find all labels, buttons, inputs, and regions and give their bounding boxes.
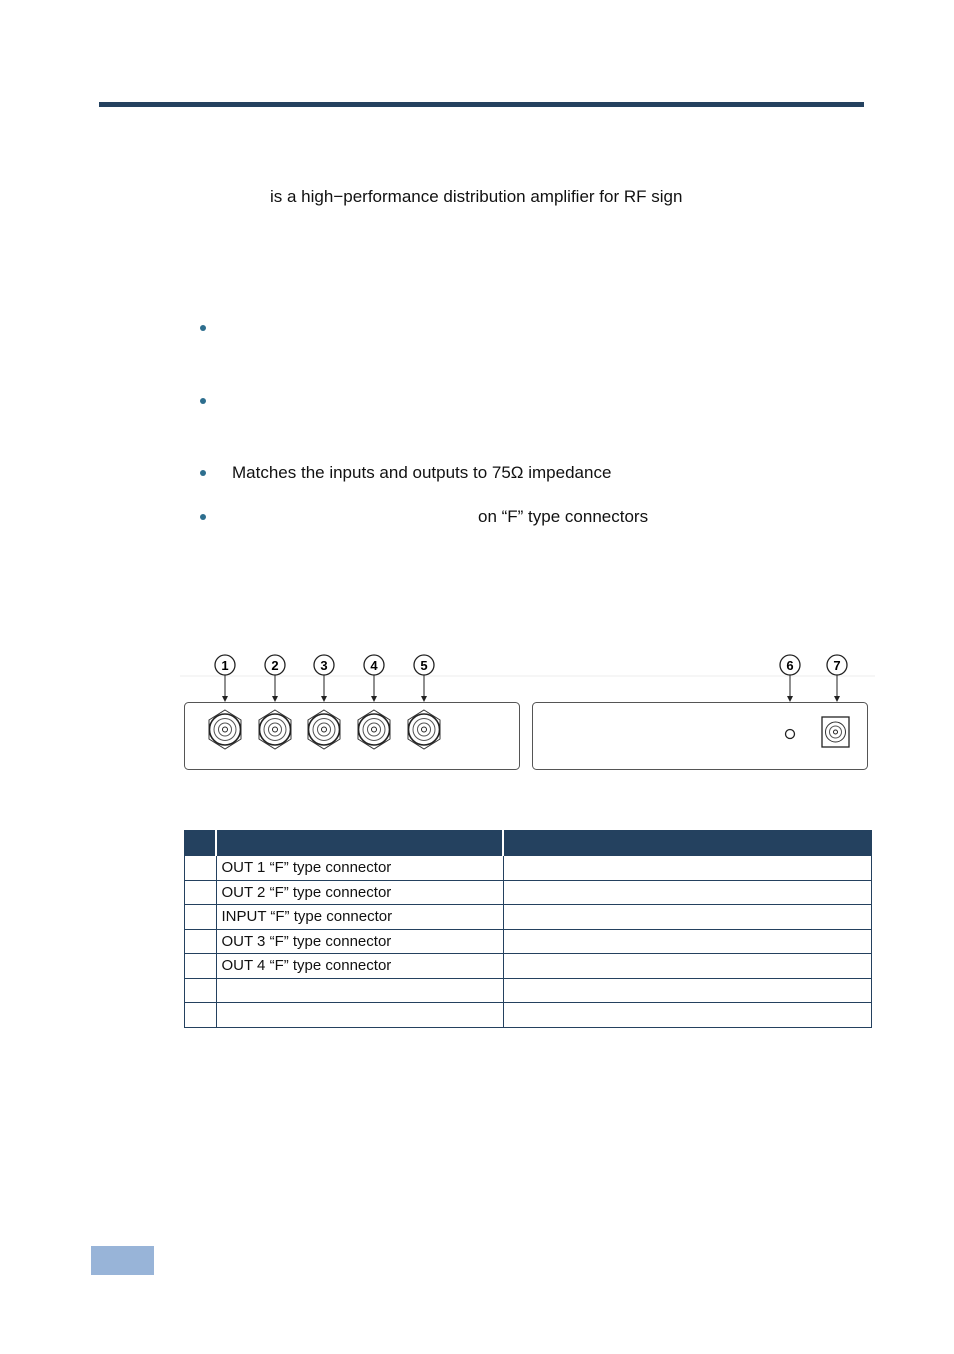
table-cell-num	[185, 954, 217, 979]
table-cell-function	[503, 954, 872, 979]
power-connector-icon	[822, 717, 849, 747]
table-cell-feature: OUT 3 “F” type connector	[216, 929, 503, 954]
table-cell-feature: OUT 1 “F” type connector	[216, 856, 503, 881]
table-cell-function	[503, 905, 872, 930]
callout-3	[314, 655, 334, 702]
bullet-item-4: on “F” type connectors	[478, 507, 649, 526]
callout-label-4: 4	[370, 658, 378, 673]
led-indicator-icon	[786, 730, 795, 739]
bullet-dot-icon	[200, 325, 206, 331]
callout-label-6: 6	[786, 658, 794, 673]
callout-label-5: 5	[420, 658, 428, 673]
table-row	[185, 929, 872, 954]
table-header-function	[503, 831, 872, 856]
table-cell-function	[503, 880, 872, 905]
table-cell-feature: OUT 2 “F” type connector	[216, 880, 503, 905]
table-cell-feature: OUT 4 “F” type connector	[216, 954, 503, 979]
callout-7	[827, 655, 847, 702]
table-cell-feature: INPUT “F” type connector	[216, 905, 503, 930]
table-cell-num	[185, 856, 217, 881]
table-cell-function	[503, 856, 872, 881]
table-row	[185, 978, 872, 1003]
table-cell-function	[503, 929, 872, 954]
callout-label-7: 7	[833, 658, 841, 673]
table-cell-num	[185, 978, 217, 1003]
table-cell-feature	[216, 1003, 503, 1028]
table-row	[185, 880, 872, 905]
table-header-row	[185, 831, 872, 856]
bullet-dot-icon	[200, 514, 206, 520]
device-panel-figure	[180, 650, 880, 780]
intro-paragraph: is a high−performance distribution amplifier for RF sign	[270, 187, 683, 206]
callout-4	[364, 655, 384, 702]
bullet-item-3: Matches the inputs and outputs to 75Ω impedance	[232, 463, 612, 482]
table-row	[185, 856, 872, 881]
callout-label-2: 2	[271, 658, 279, 673]
callout-label-1: 1	[221, 658, 229, 673]
page-number-tab	[91, 1246, 154, 1275]
rear-panel	[533, 703, 868, 770]
callout-1	[215, 655, 235, 702]
callout-6	[780, 655, 800, 702]
callout-2	[265, 655, 285, 702]
table-cell-num	[185, 905, 217, 930]
table-cell-num	[185, 880, 217, 905]
bullet-dot-icon	[200, 470, 206, 476]
connector-table	[184, 830, 872, 1028]
front-panel	[185, 703, 520, 770]
table-row	[185, 954, 872, 979]
table-header-num	[185, 831, 217, 856]
callout-5	[414, 655, 434, 702]
table-row	[185, 905, 872, 930]
table-cell-function	[503, 1003, 872, 1028]
bullet-dot-icon	[200, 398, 206, 404]
table-cell-feature	[216, 978, 503, 1003]
table-row	[185, 1003, 872, 1028]
table-cell-num	[185, 929, 217, 954]
table-header-feature	[216, 831, 503, 856]
table-cell-function	[503, 978, 872, 1003]
header-rule	[99, 102, 864, 107]
table-cell-num	[185, 1003, 217, 1028]
callout-label-3: 3	[320, 658, 328, 673]
